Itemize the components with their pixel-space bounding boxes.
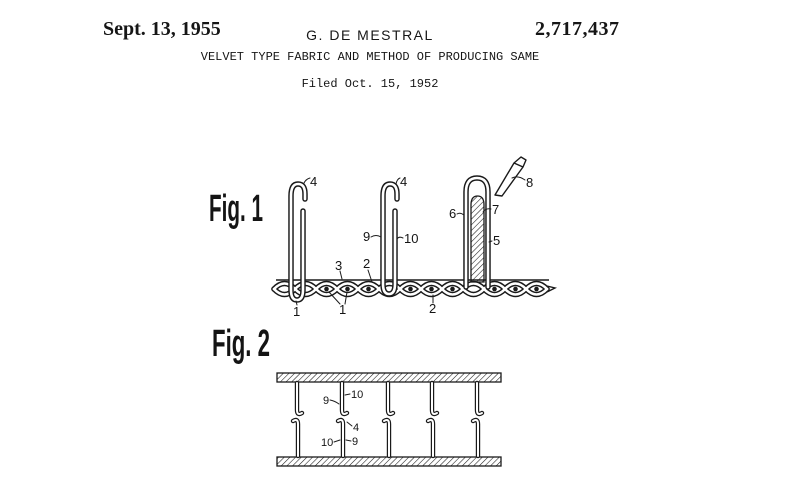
ref-numeral: 10 — [351, 389, 364, 401]
cutting-blade — [495, 157, 526, 196]
filing-date: Filed Oct. 15, 1952 — [301, 77, 439, 91]
ref-numeral: 1 — [339, 302, 347, 317]
leader-line — [371, 236, 381, 238]
blade-body — [495, 157, 526, 196]
uncut-loop-right — [466, 178, 488, 287]
warp-thread-dot — [450, 287, 455, 292]
fig2-label: Fig. 2 — [212, 323, 270, 365]
hanging-hook-core — [297, 383, 302, 414]
warp-thread-dot — [366, 287, 371, 292]
inventor-name: G. DE MESTRAL — [306, 27, 434, 43]
ground-fabric — [274, 280, 555, 295]
ref-numeral: 8 — [526, 175, 534, 190]
standing-hook-core — [473, 420, 478, 456]
patent-number: 2,717,437 — [535, 18, 620, 40]
warp-thread-dot — [513, 287, 518, 292]
hook-loop-middle — [383, 184, 397, 294]
warp-thread-dot — [408, 287, 413, 292]
figure-2 — [212, 323, 501, 466]
ref-numeral: 9 — [363, 229, 371, 244]
standing-hook-core — [428, 420, 433, 456]
leader-line — [457, 213, 464, 215]
ref-numeral: 5 — [493, 233, 501, 248]
ref-numeral: 4 — [310, 174, 318, 189]
warp-thread-dot — [534, 287, 539, 292]
ref-numeral: 7 — [492, 202, 500, 217]
leader-line — [346, 440, 351, 441]
ref-numeral: 2 — [429, 301, 437, 316]
ref-numeral: 9 — [323, 395, 330, 407]
warp-thread-dot — [345, 287, 350, 292]
ref-numeral: 3 — [335, 258, 343, 273]
ref-numeral: 9 — [352, 436, 359, 448]
hanging-hook-core — [388, 383, 393, 414]
standing-hook-core — [293, 420, 298, 456]
hanging-hook-core — [342, 383, 347, 414]
leader-line — [345, 394, 350, 395]
ref-numeral: 10 — [321, 437, 334, 449]
ref-numeral: 2 — [363, 256, 371, 271]
warp-thread-dot — [492, 287, 497, 292]
ref-numeral: 4 — [400, 174, 408, 189]
leader-line — [334, 440, 340, 442]
hook-loop-left — [291, 184, 305, 300]
patent-date: Sept. 13, 1955 — [103, 18, 221, 40]
warp-thread-dot — [429, 287, 434, 292]
figure-1 — [209, 157, 555, 319]
ref-numeral: 1 — [293, 304, 301, 319]
hatched-cut-zone — [471, 196, 484, 282]
hanging-hook-core — [477, 383, 482, 414]
standing-hook-core — [384, 420, 389, 456]
hanging-hook-core — [432, 383, 437, 414]
top-backing-strip — [277, 373, 501, 382]
ref-numeral: 4 — [353, 422, 360, 434]
fig1-label: Fig. 1 — [209, 188, 263, 230]
ref-numeral: 6 — [449, 206, 457, 221]
patent-title: VELVET TYPE FABRIC AND METHOD OF PRODUCING SAME — [200, 50, 540, 64]
leader-line — [330, 400, 339, 404]
warp-thread-dot — [324, 287, 329, 292]
ref-numeral: 10 — [404, 231, 419, 246]
leader-line — [397, 237, 403, 239]
bottom-backing-strip — [277, 457, 501, 466]
leader-line — [347, 422, 352, 426]
standing-hook-core — [338, 420, 343, 456]
